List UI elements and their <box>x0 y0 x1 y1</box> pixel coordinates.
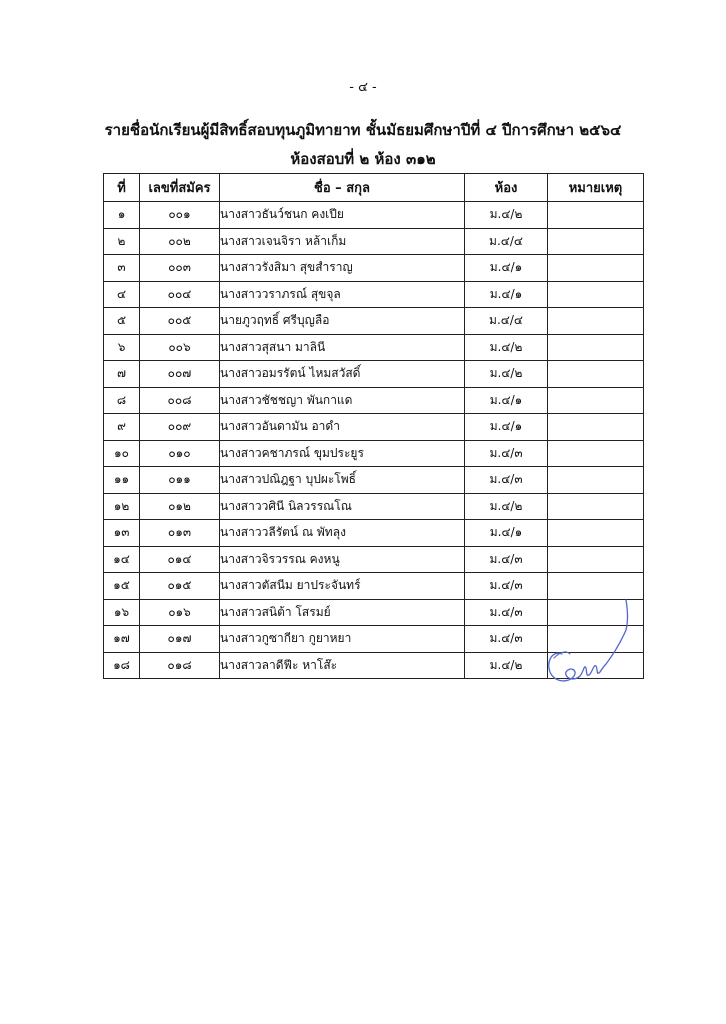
cell-room: ม.๔/๒ <box>465 361 548 388</box>
table-row <box>104 387 644 414</box>
cell-application-no: ๐๑๐ <box>140 440 220 467</box>
table-header-row <box>104 174 644 202</box>
cell-note <box>548 467 644 494</box>
cell-application-no: ๐๑๒ <box>140 493 220 520</box>
page-number: - ๔ - <box>349 80 377 95</box>
cell-note <box>548 361 644 388</box>
cell-room: ม.๔/๑ <box>465 520 548 547</box>
cell-note <box>548 546 644 573</box>
cell-application-no: ๐๐๙ <box>140 414 220 441</box>
cell-no: ๖ <box>104 334 140 361</box>
cell-no: ๑๓ <box>104 520 140 547</box>
header-application-no: เลขที่สมัคร <box>140 174 220 202</box>
cell-no: ๒ <box>104 228 140 255</box>
cell-room: ม.๔/๓ <box>465 440 548 467</box>
cell-application-no: ๐๐๓ <box>140 255 220 282</box>
cell-note <box>548 334 644 361</box>
cell-no: ๑๕ <box>104 573 140 600</box>
cell-no: ๑๘ <box>104 652 140 679</box>
table-row <box>104 520 644 547</box>
cell-room: ม.๔/๓ <box>465 573 548 600</box>
header-room: ห้อง <box>465 174 548 202</box>
cell-application-no: ๐๑๗ <box>140 626 220 653</box>
header-no: ที่ <box>104 174 140 202</box>
cell-room: ม.๔/๔ <box>465 308 548 335</box>
cell-application-no: ๐๐๑ <box>140 202 220 229</box>
cell-room: ม.๔/๑ <box>465 387 548 414</box>
table-row <box>104 361 644 388</box>
cell-room: ม.๔/๔ <box>465 228 548 255</box>
cell-name: นางสาวชัชชญา พันกาแด <box>220 387 465 414</box>
table-row <box>104 281 644 308</box>
cell-application-no: ๐๑๓ <box>140 520 220 547</box>
cell-room: ม.๔/๒ <box>465 652 548 679</box>
cell-name: นางสาวตัสนีม ยาประจันทร์ <box>220 573 465 600</box>
cell-room: ม.๔/๑ <box>465 281 548 308</box>
cell-room: ม.๔/๑ <box>465 255 548 282</box>
cell-room: ม.๔/๒ <box>465 493 548 520</box>
cell-application-no: ๐๐๒ <box>140 228 220 255</box>
cell-no: ๓ <box>104 255 140 282</box>
cell-room: ม.๔/๓ <box>465 599 548 626</box>
cell-name: นางสาวอันดามัน อาดำ <box>220 414 465 441</box>
cell-application-no: ๐๐๘ <box>140 387 220 414</box>
cell-room: ม.๔/๓ <box>465 546 548 573</box>
table-row <box>104 255 644 282</box>
cell-application-no: ๐๑๕ <box>140 573 220 600</box>
cell-no: ๑ <box>104 202 140 229</box>
cell-no: ๕ <box>104 308 140 335</box>
cell-name: นายภูวฤทธิ์ ศรีบุญลือ <box>220 308 465 335</box>
cell-note <box>548 414 644 441</box>
table-row <box>104 546 644 573</box>
table-row <box>104 334 644 361</box>
cell-no: ๗ <box>104 361 140 388</box>
cell-no: ๑๒ <box>104 493 140 520</box>
cell-application-no: ๐๑๔ <box>140 546 220 573</box>
cell-note <box>548 281 644 308</box>
handwritten-signature <box>540 592 630 692</box>
cell-note <box>548 202 644 229</box>
cell-note <box>548 520 644 547</box>
cell-note <box>548 255 644 282</box>
cell-note <box>548 493 644 520</box>
signature-stroke <box>549 600 628 681</box>
table-row <box>104 308 644 335</box>
document-title: รายชื่อนักเรียนผู้มีสิทธิ์สอบทุนภูมิทายาท ชั้นมัธยมศึกษาปีที่ ๔ ปีการศึกษา ๒๕๖๔ <box>104 121 622 139</box>
table-row <box>104 467 644 494</box>
cell-name: นางสาวอมรรัตน์ ไหมสวัสดิ์ <box>220 361 465 388</box>
cell-note <box>548 440 644 467</box>
cell-application-no: ๐๐๖ <box>140 334 220 361</box>
cell-application-no: ๐๑๘ <box>140 652 220 679</box>
cell-no: ๔ <box>104 281 140 308</box>
cell-note <box>548 387 644 414</box>
cell-application-no: ๐๑๖ <box>140 599 220 626</box>
cell-note <box>548 228 644 255</box>
cell-no: ๑๐ <box>104 440 140 467</box>
cell-name: นางสาวลาดีฟีะ หาโส๊ะ <box>220 652 465 679</box>
cell-name: นางสาวจิรวรรณ คงหนู <box>220 546 465 573</box>
cell-name: นางสาวธันว์ชนก คงเปีย <box>220 202 465 229</box>
table-row <box>104 440 644 467</box>
exam-room-subtitle: ห้องสอบที่ ๒ ห้อง ๓๑๒ <box>290 150 436 168</box>
table-row <box>104 493 644 520</box>
cell-application-no: ๐๐๔ <box>140 281 220 308</box>
cell-no: ๘ <box>104 387 140 414</box>
cell-name: นางสาวสุสนา มาลินี <box>220 334 465 361</box>
cell-room: ม.๔/๑ <box>465 414 548 441</box>
cell-name: นางสาวรังสิมา สุขสำราญ <box>220 255 465 282</box>
cell-application-no: ๐๑๑ <box>140 467 220 494</box>
table-row <box>104 202 644 229</box>
cell-room: ม.๔/๒ <box>465 334 548 361</box>
cell-name: นางสาวคชาภรณ์ ขุมประยูร <box>220 440 465 467</box>
cell-name: นางสาววลีรัตน์ ณ พัทลุง <box>220 520 465 547</box>
cell-name: นางสาววศินี นิลวรรณโณ <box>220 493 465 520</box>
cell-name: นางสาวปณิฎฐา บุปผะโพธิ์ <box>220 467 465 494</box>
cell-no: ๑๑ <box>104 467 140 494</box>
table-row <box>104 414 644 441</box>
cell-application-no: ๐๐๕ <box>140 308 220 335</box>
cell-no: ๑๗ <box>104 626 140 653</box>
cell-no: ๑๖ <box>104 599 140 626</box>
cell-room: ม.๔/๓ <box>465 467 548 494</box>
cell-room: ม.๔/๓ <box>465 626 548 653</box>
cell-name: นางสาววราภรณ์ สุขจุล <box>220 281 465 308</box>
cell-no: ๑๔ <box>104 546 140 573</box>
header-note: หมายเหตุ <box>548 174 644 202</box>
cell-name: นางสาวกูซากียา กูยาหยา <box>220 626 465 653</box>
cell-name: นางสาวสนิต้า โสรมย์ <box>220 599 465 626</box>
header-name: ชื่อ – สกุล <box>220 174 465 202</box>
cell-note <box>548 308 644 335</box>
cell-room: ม.๔/๒ <box>465 202 548 229</box>
cell-no: ๙ <box>104 414 140 441</box>
cell-application-no: ๐๐๗ <box>140 361 220 388</box>
table-row <box>104 228 644 255</box>
cell-name: นางสาวเจนจิรา หล้าเก็ม <box>220 228 465 255</box>
